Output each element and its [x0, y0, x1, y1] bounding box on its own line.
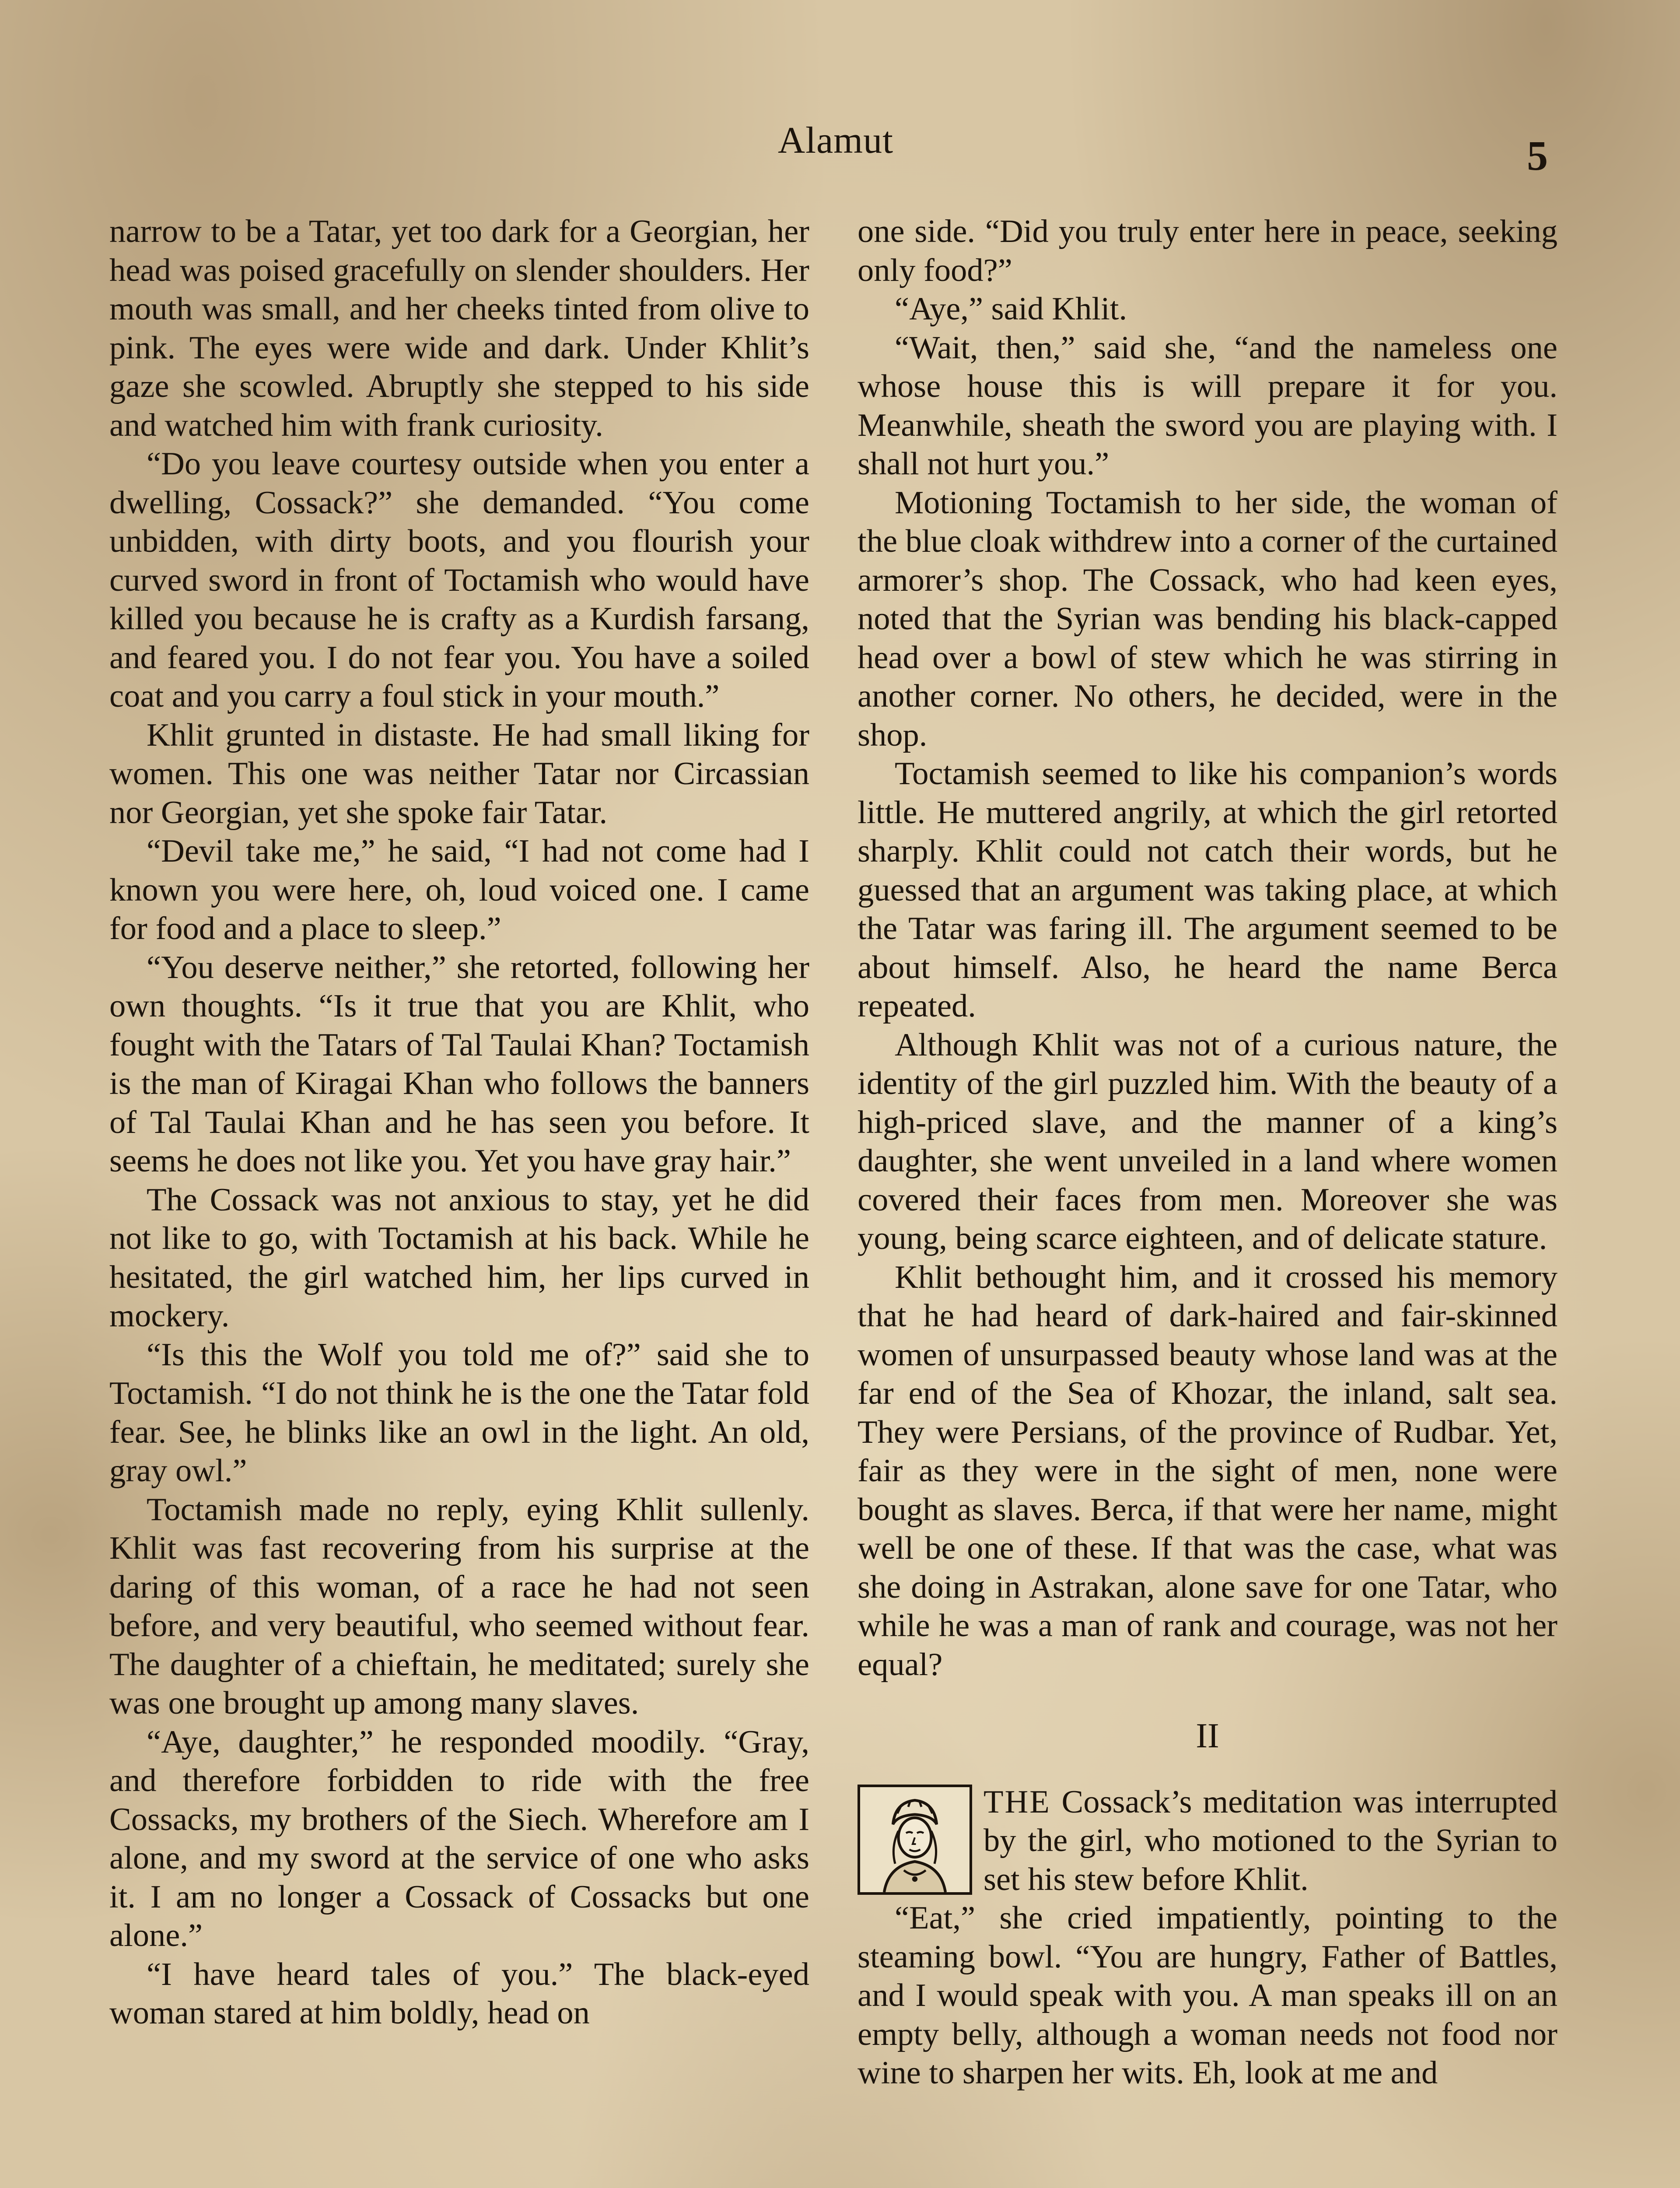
- paragraph: Toctamish made no reply, eying Khlit sullenly. Khlit was fast recovering from his surprise at the daring of this woman, of a race he had not seen before, and very beautiful, who seemed without fear. The daughter of a chieftain, he meditated; surely she was one brought up among many slaves.: [109, 1491, 809, 1721]
- left-column: [109, 212, 809, 2033]
- paragraph: narrow to be a Tatar, yet too dark for a Georgian, her head was poised gracefully on slender shoulders. Her mouth was small, and her cheeks tinted from olive to pink. The eyes were wide and dark. Under Khlit’s gaze she scowled. Abruptly she stepped to his side and watched him with frank curiosity.: [109, 214, 809, 443]
- dropcap-portrait-illustration: [858, 1785, 972, 1895]
- paragraph: Khlit grunted in distaste. He had small liking for women. This one was neither Tatar nor Circassian nor Georgian, yet she spoke fair Tatar.: [109, 717, 809, 831]
- section-heading: II: [1196, 1717, 1219, 1755]
- paragraph: The Cossack was not anxious to stay, yet he did not like to go, with Toctamish at his back. While he hesitated, the girl watched him, her lips curved in mockery.: [109, 1182, 809, 1334]
- paragraph: “I have heard tales of you.” The black-eyed woman stared at him boldly, head on: [109, 1956, 809, 2031]
- portrait-icon: [860, 1787, 970, 1892]
- paragraph: “You deserve neither,” she retorted, following her own thoughts. “Is it true that you are Khlit, who fought with the Tatars of Tal Taulai Khan? Toctamish is the man of Kiragai Khan who follows the banners of Tal Taulai Khan and he has seen you before. It seems he does not like you. Yet you have gray hair.”: [109, 949, 809, 1179]
- paragraph-text: Cossack’s meditation was interrupted by the girl, who motioned to the Syrian to set his stew before Khlit.: [984, 1784, 1558, 1897]
- paragraph: “Is this the Wolf you told me of?” said she to Toctamish. “I do not think he is the one the Tatar fold fear. See, he blinks like an owl in the light. An old, gray owl.”: [109, 1336, 809, 1489]
- dropcap-word: THE: [984, 1784, 1051, 1820]
- paragraph: Motioning Toctamish to her side, the woman of the blue cloak withdrew into a corner of the curtained armorer’s shop. The Cossack, who had keen eyes, noted that the Syrian was bending his black-capped head over a bowl of stew which he was stirring in another corner. No others, he decided, were in the shop.: [858, 484, 1558, 753]
- paragraph: one side. “Did you truly enter here in peace, seeking only food?”: [858, 214, 1558, 288]
- paragraph: “Aye, daughter,” he responded moodily. “Gray, and therefore forbidden to ride with the free Cossacks, my brothers of the Siech. Wherefore am I alone, and my sword at the service of one who asks it. I am no longer a Cossack of Cossacks but one alone.”: [109, 1724, 809, 1953]
- paragraph: “Wait, then,” said she, “and the nameless one whose house this is will prepare it for you. Meanwhile, sheath the sword you are playing with. I shall not hurt you.”: [858, 330, 1558, 482]
- paragraph: “Aye,” said Khlit.: [895, 291, 1127, 327]
- page-number: 5: [1527, 132, 1548, 179]
- paragraph: Khlit bethought him, and it crossed his memory that he had heard of dark-haired and fair-skinned women of unsurpassed beauty whose land was at the far end of the Sea of Khozar, the inland, salt sea. They were Persians, of the province of Rudbar. Yet, fair as they were in the sight of men, none were bought as slaves. Berca, if that were her name, might well be one of these. If that was the case, what was she doing in Astrakan, alone save for one Tatar, who while he was a man of rank and courage, was not her equal?: [858, 1259, 1558, 1683]
- paragraph: “Eat,” she cried impatiently, pointing to the steaming bowl. “You are hungry, Father of Battles, and I would speak with you. A man speaks ill on an empty belly, although a woman needs not food nor wine to sharpen her wits. Eh, look at me and: [858, 1900, 1558, 2091]
- right-column: [858, 212, 1558, 2093]
- dropcap-paragraph: [858, 1783, 1558, 1899]
- paragraph: Toctamish seemed to like his companion’s words little. He muttered angrily, at which the girl retorted sharply. Khlit could not catch their words, but he guessed that an argument was taking place, at which the Tatar was faring ill. The argument seemed to be about himself. Also, he heard the name Berca repeated.: [858, 756, 1558, 1024]
- paragraph: “Do you leave courtesy outside when you enter a dwelling, Cossack?” she demanded. “You come unbidden, with dirty boots, and you flourish your curved sword in front of Toctamish who would have killed you because he is crafty as a Kurdish farsang, and feared you. I do not fear you. You have a soiled coat and you carry a foul stick in your mouth.”: [109, 446, 809, 714]
- running-head: Alamut: [778, 119, 893, 161]
- paragraph: Although Khlit was not of a curious nature, the identity of the girl puzzled him. With the beauty of a high-priced slave, and the manner of a king’s daughter, she went unveiled in a land where women covered their faces from men. Moreover she was young, being scarce eighteen, and of delicate stature.: [858, 1027, 1558, 1256]
- paragraph: “Devil take me,” he said, “I had not come had I known you were here, oh, loud voiced one. I came for food and a place to sleep.”: [109, 833, 809, 947]
